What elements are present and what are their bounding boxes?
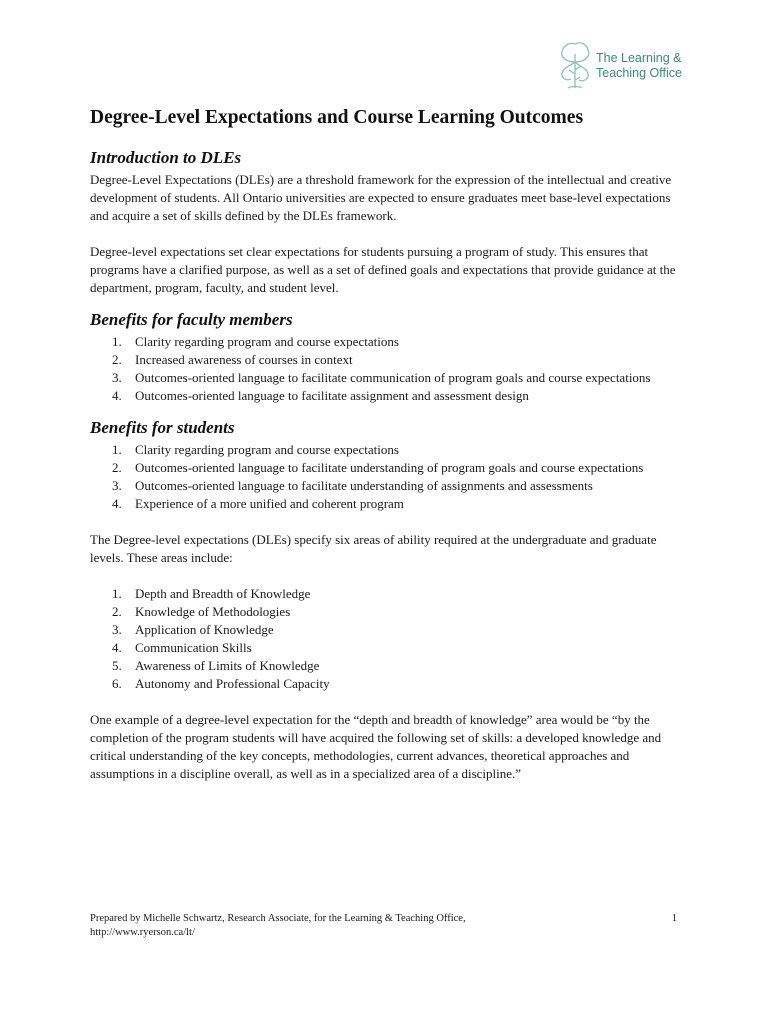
logo-text: The Learning & Teaching Office [596,51,682,80]
student-benefits-heading: Benefits for students [90,418,235,437]
page-footer [90,912,680,940]
intro-paragraph-1: Degree-Level Expectations (DLEs) are a threshold framework for the expression of the intellectual and creative development of students. All Ontario universities are expected to ensure graduates meet base-level expectations and acquire a set of skills defined by the DLEs framework. [90,172,672,223]
list-item: 2. Knowledge of Methodologies [112,604,291,619]
example-paragraph: One example of a degree-level expectation for the “depth and breadth of knowledge” area would be “by the completion of the program students will have acquired the following set of skills: a developed knowledge and critical understanding of the key concepts, methodologies, current advances, theoretical approaches and assumptions in a discipline overall, as well as in a specialized area of a discipline.” [90,712,662,781]
list-item: 2. Increased awareness of courses in context [112,352,353,367]
list-item: 3. Outcomes-oriented language to facilitate communication of program goals and course expectations [112,370,651,385]
document-title: Degree-Level Expectations and Course Learning Outcomes [90,107,584,128]
intro-paragraph-2: Degree-level expectations set clear expectations for students pursuing a program of study. This ensures that programs have a clarified purpose, as well as a set of defined goals and expectations that provide guidance at the department, program, faculty, and student level. [90,244,676,295]
tree-icon [556,40,594,98]
list-item: 4. Experience of a more unified and coherent program [112,496,404,511]
list-item: 1. Clarity regarding program and course expectations [112,442,399,457]
list-item: 4. Outcomes-oriented language to facilitate assignment and assessment design [112,388,529,403]
student-benefits-list [90,441,680,513]
footer-url: http://www.ryerson.ca/lt/ [90,927,195,938]
document-body [90,105,680,783]
list-item: 3. Outcomes-oriented language to facilitate understanding of assignments and assessments [112,478,593,493]
footer-credit: Prepared by Michelle Schwartz, Research Associate, for the Learning & Teaching Office, [90,913,466,924]
faculty-benefits-list [90,333,680,405]
list-item: 1. Clarity regarding program and course expectations [112,334,399,349]
list-item: 3. Application of Knowledge [112,622,274,637]
intro-heading: Introduction to DLEs [90,148,242,167]
list-item: 1. Depth and Breadth of Knowledge [112,586,311,601]
page-number: 1 [671,913,677,924]
list-item: 2. Outcomes-oriented language to facilitate understanding of program goals and course expectations [112,460,644,475]
list-item: 4. Communication Skills [112,640,252,655]
faculty-benefits-heading: Benefits for faculty members [90,310,293,329]
list-item: 6. Autonomy and Professional Capacity [112,676,330,691]
areas-intro-paragraph: The Degree-level expectations (DLEs) specify six areas of ability required at the undergraduate and graduate levels. These areas include: [90,532,657,565]
learning-teaching-office-logo [556,40,686,98]
ability-areas-list [90,585,680,693]
list-item: 5. Awareness of Limits of Knowledge [112,658,320,673]
